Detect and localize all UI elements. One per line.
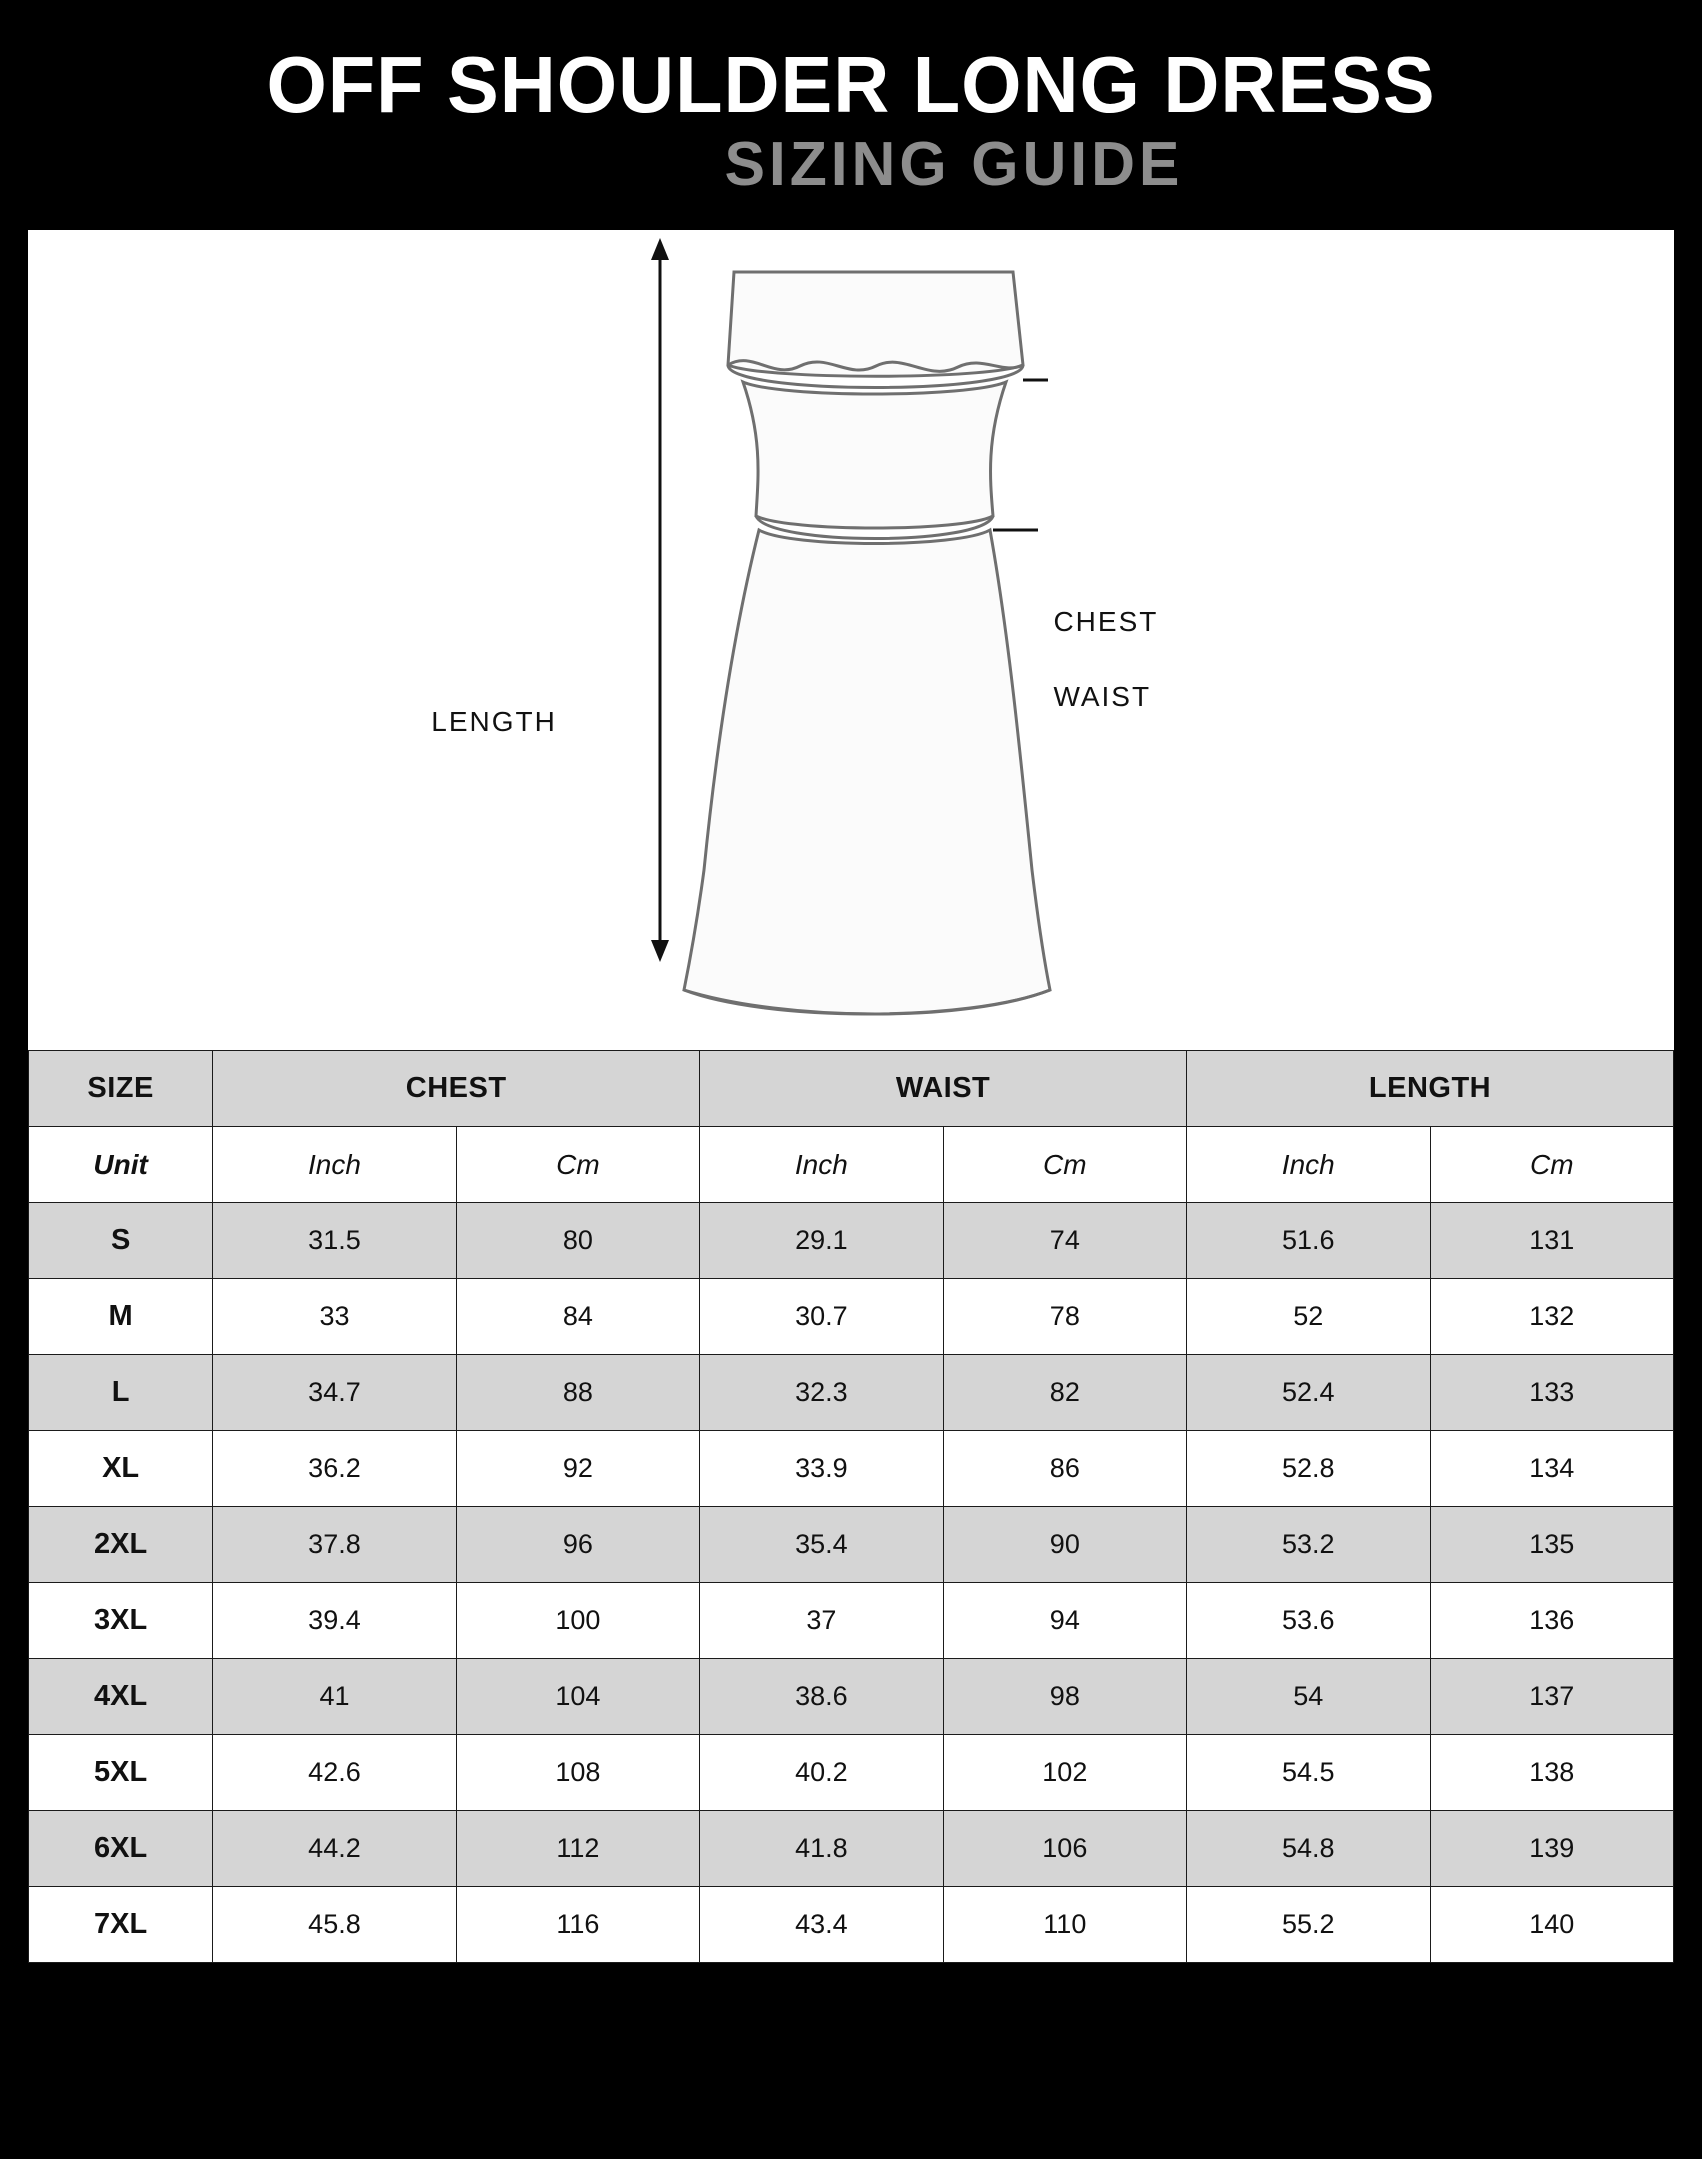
header-length: LENGTH: [1187, 1051, 1674, 1127]
measurement-cell: 110: [943, 1887, 1186, 1963]
unit-cell: Cm: [1430, 1127, 1674, 1203]
measurement-cell: 78: [943, 1279, 1186, 1355]
measurement-cell: 52.4: [1187, 1355, 1430, 1431]
header-chest: CHEST: [213, 1051, 700, 1127]
size-cell: 6XL: [29, 1811, 213, 1887]
unit-cell: Inch: [213, 1127, 456, 1203]
measurement-cell: 84: [456, 1279, 699, 1355]
content-panel: [28, 230, 1674, 1963]
length-arrow-icon: [651, 238, 669, 962]
measurement-cell: 140: [1430, 1887, 1674, 1963]
measurement-cell: 55.2: [1187, 1887, 1430, 1963]
measurement-cell: 135: [1430, 1507, 1674, 1583]
table-row: [29, 1583, 1674, 1659]
size-cell: 5XL: [29, 1735, 213, 1811]
table-row: [29, 1811, 1674, 1887]
measurement-cell: 54: [1187, 1659, 1430, 1735]
table-row: [29, 1279, 1674, 1355]
measurement-cell: 39.4: [213, 1583, 456, 1659]
table-unit-row: [29, 1127, 1674, 1203]
page-subtitle: SIZING GUIDE: [724, 130, 1184, 200]
table-row: [29, 1355, 1674, 1431]
measurement-cell: 54.8: [1187, 1811, 1430, 1887]
measurement-cell: 139: [1430, 1811, 1674, 1887]
measurement-cell: 42.6: [213, 1735, 456, 1811]
size-cell: 7XL: [29, 1887, 213, 1963]
measurement-cell: 108: [456, 1735, 699, 1811]
size-cell: 4XL: [29, 1659, 213, 1735]
measurement-cell: 35.4: [700, 1507, 943, 1583]
measurement-cell: 54.5: [1187, 1735, 1430, 1811]
table-row: [29, 1203, 1674, 1279]
size-cell: 2XL: [29, 1507, 213, 1583]
measurement-cell: 31.5: [213, 1203, 456, 1279]
measurement-cell: 132: [1430, 1279, 1674, 1355]
chest-label: CHEST: [1053, 605, 1159, 637]
measurement-cell: 74: [943, 1203, 1186, 1279]
measurement-cell: 53.6: [1187, 1583, 1430, 1659]
unit-cell: Inch: [1187, 1127, 1430, 1203]
page-title: OFF SHOULDER LONG DRESS: [266, 40, 1436, 129]
dress-illustration-svg: [28, 230, 1674, 1050]
size-chart-table: [28, 1050, 1674, 1963]
table-row: [29, 1431, 1674, 1507]
measurement-cell: 40.2: [700, 1735, 943, 1811]
measurement-cell: 82: [943, 1355, 1186, 1431]
size-cell: S: [29, 1203, 213, 1279]
measurement-cell: 34.7: [213, 1355, 456, 1431]
measurement-cell: 88: [456, 1355, 699, 1431]
measurement-cell: 134: [1430, 1431, 1674, 1507]
table-body: [29, 1127, 1674, 1963]
measurement-cell: 138: [1430, 1735, 1674, 1811]
measurement-cell: 33.9: [700, 1431, 943, 1507]
measurement-cell: 96: [456, 1507, 699, 1583]
measurement-cell: 92: [456, 1431, 699, 1507]
measurement-cell: 45.8: [213, 1887, 456, 1963]
size-cell: XL: [29, 1431, 213, 1507]
measurement-cell: 29.1: [700, 1203, 943, 1279]
measurement-cell: 37: [700, 1583, 943, 1659]
unit-cell: Cm: [943, 1127, 1186, 1203]
measurement-cell: 136: [1430, 1583, 1674, 1659]
measurement-cell: 32.3: [700, 1355, 943, 1431]
measurement-cell: 53.2: [1187, 1507, 1430, 1583]
measurement-cell: 106: [943, 1811, 1186, 1887]
measurement-cell: 44.2: [213, 1811, 456, 1887]
measurement-cell: 41.8: [700, 1811, 943, 1887]
header: [0, 0, 1702, 230]
table-row: [29, 1659, 1674, 1735]
measurement-cell: 100: [456, 1583, 699, 1659]
measurement-cell: 86: [943, 1431, 1186, 1507]
measurement-cell: 104: [456, 1659, 699, 1735]
measurement-cell: 33: [213, 1279, 456, 1355]
measurement-cell: 36.2: [213, 1431, 456, 1507]
size-cell: L: [29, 1355, 213, 1431]
measurement-cell: 90: [943, 1507, 1186, 1583]
measurement-cell: 98: [943, 1659, 1186, 1735]
dress-diagram: [28, 230, 1674, 1050]
measurement-cell: 41: [213, 1659, 456, 1735]
table-group-header-row: [29, 1051, 1674, 1127]
table-row: [29, 1887, 1674, 1963]
table-row: [29, 1507, 1674, 1583]
measurement-cell: 80: [456, 1203, 699, 1279]
measurement-cell: 37.8: [213, 1507, 456, 1583]
measurement-cell: 102: [943, 1735, 1186, 1811]
measurement-cell: 133: [1430, 1355, 1674, 1431]
measurement-cell: 52.8: [1187, 1431, 1430, 1507]
header-waist: WAIST: [700, 1051, 1187, 1127]
measurement-cell: 30.7: [700, 1279, 943, 1355]
size-cell: 3XL: [29, 1583, 213, 1659]
measurement-cell: 51.6: [1187, 1203, 1430, 1279]
table-row: [29, 1735, 1674, 1811]
measurement-cell: 131: [1430, 1203, 1674, 1279]
measurement-cell: 116: [456, 1887, 699, 1963]
measurement-cell: 52: [1187, 1279, 1430, 1355]
measurement-cell: 94: [943, 1583, 1186, 1659]
measurement-cell: 38.6: [700, 1659, 943, 1735]
measurement-cell: 137: [1430, 1659, 1674, 1735]
unit-cell: Cm: [456, 1127, 699, 1203]
unit-cell: Inch: [700, 1127, 943, 1203]
waist-label: WAIST: [1053, 681, 1152, 713]
measurement-cell: 112: [456, 1811, 699, 1887]
unit-label-cell: Unit: [29, 1127, 213, 1203]
size-cell: M: [29, 1279, 213, 1355]
length-label: LENGTH: [431, 705, 557, 737]
measurement-cell: 43.4: [700, 1887, 943, 1963]
header-size: SIZE: [29, 1051, 213, 1127]
